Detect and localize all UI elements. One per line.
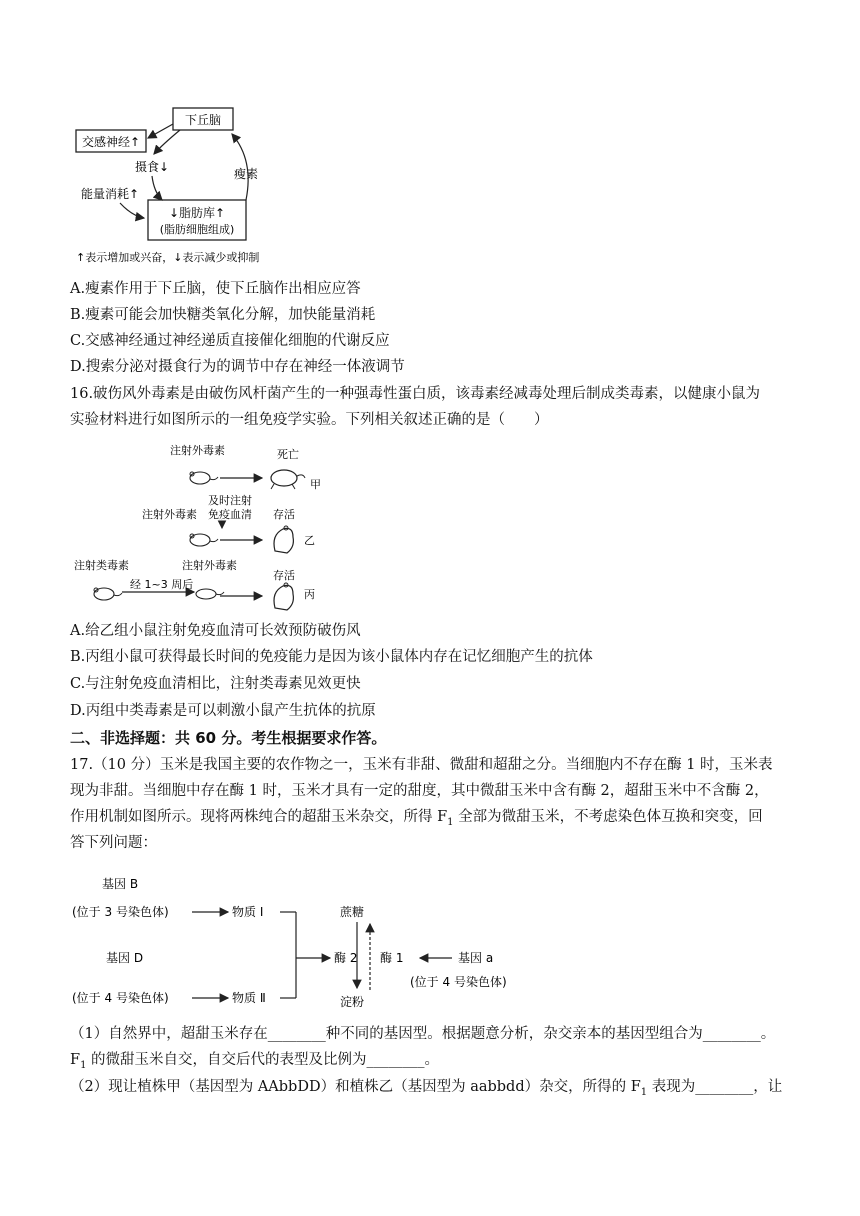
substance2-label: 物质 Ⅱ <box>232 991 266 1005</box>
q17-stem-line2: 现为非甜。当细胞中存在酶 1 时，玉米才具有一定的甜度，其中微甜玉米中含有酶 2，超甜玉米中不含酶 2， <box>70 783 769 799</box>
inject-exotoxin-label-b: 注射外毒素 <box>142 508 197 521</box>
chrom4-label: (位于 4 号染色体) <box>72 991 169 1005</box>
dead-label: 死亡 <box>277 448 299 461</box>
intake-label: 摄食↓ <box>134 160 170 174</box>
enzyme-mechanism-diagram <box>70 866 540 1016</box>
q15-option-c: C.交感神经通过神经递质直接催化细胞的代谢反应 <box>70 333 390 349</box>
enzyme2-label: 酶 2 <box>334 951 358 965</box>
enzyme1-label: 酶 1 <box>380 951 404 965</box>
q17-2-line1: （2）现让植株甲（基因型为 AAbbDD）和植株乙（基因型为 aabbdd）杂交，所得的 $F_1$ 表现为________，让 <box>70 1079 783 1098</box>
q17-stem-line4: 答下列问题： <box>70 835 157 851</box>
fat-depot-label: ↓脂肪库↑ <box>168 206 226 220</box>
q16-stem-line1: 16.破伤风外毒素是由破伤风杆菌产生的一种强毒性蛋白质，该毒素经减毒处理后制成类毒素，以健康小鼠为 <box>70 386 761 402</box>
group-b-label: 乙 <box>304 534 315 547</box>
inject-toxoid-label: 注射类毒素 <box>74 559 129 572</box>
timely-injection-label: 及时注射 <box>208 494 252 507</box>
section-heading: 二、非选择题：共 60 分。考生根据要求作答。 <box>70 729 387 747</box>
group-c-label: 丙 <box>304 588 315 601</box>
mouse-icon <box>190 534 218 546</box>
dead-mouse-icon <box>271 470 305 489</box>
alive-mouse-icon <box>274 526 293 553</box>
q17-1-line2: $F_1$ 的微甜玉米自交，自交后代的表型及比例为________。 <box>70 1052 440 1071</box>
inject-exotoxin-label-c: 注射外毒素 <box>182 559 237 572</box>
q16-option-b: B.丙组小鼠可获得最长时间的免疫能力是因为该小鼠体内存在记忆细胞产生的抗体 <box>70 649 593 665</box>
mouse-icon <box>94 588 122 600</box>
chrom3-label: (位于 3 号染色体) <box>72 905 169 919</box>
chrom4-b-label: (位于 4 号染色体) <box>410 975 507 989</box>
diagram-legend: ↑表示增加或兴奋，↓表示减少或抑制 <box>76 251 260 264</box>
starch-label: 淀粉 <box>340 995 365 1009</box>
gene-d-label: 基因 D <box>106 951 144 965</box>
q16-option-d: D.丙组中类毒素是可以刺激小鼠产生抗体的抗原 <box>70 703 376 719</box>
leptin-label: 瘦素 <box>233 167 259 181</box>
immunity-experiment-diagram <box>70 436 340 616</box>
inject-exotoxin-label-a: 注射外毒素 <box>170 444 225 457</box>
group-a-label: 甲 <box>310 478 321 491</box>
q17-stem-line1: 17.（10 分）玉米是我国主要的农作物之一，玉米有非甜、微甜和超甜之分。当细胞内不存在酶 1 时，玉米表 <box>70 757 773 773</box>
immune-serum-label: 免疫血清 <box>208 508 252 521</box>
sucrose-label: 蔗糖 <box>340 905 365 919</box>
fat-depot-sub: (脂肪细胞组成) <box>159 223 235 236</box>
survive-label-b: 存活 <box>273 508 295 521</box>
substance1-label: 物质 Ⅰ <box>232 905 264 919</box>
gene-b-label: 基因 B <box>102 877 139 891</box>
hypothalamus-label: 下丘脑 <box>184 113 222 127</box>
q17-stem-line3: 作用机制如图所示。现将两株纯合的超甜玉米杂交，所得 $F_1$ 全部为微甜玉米，不考虑染色体互换和突变，回 <box>70 809 763 828</box>
mouse-icon <box>196 589 224 599</box>
q17-1-line1: （1）自然界中，超甜玉米存在________种不同的基因型。根据题意分析，杂交亲本的基因型组合为________。 <box>70 1026 776 1042</box>
q15-option-b: B.瘦素可能会加快糖类氧化分解，加快能量消耗 <box>70 307 376 323</box>
q15-option-a: A.瘦素作用于下丘脑，使下丘脑作出相应应答 <box>70 281 361 297</box>
q15-option-d: D.搜索分泌对摄食行为的调节中存在神经一体液调节 <box>70 359 405 375</box>
mouse-icon <box>190 472 218 484</box>
q16-stem-line2: 实验材料进行如图所示的一组免疫学实验。下列相关叙述正确的是（ ） <box>70 412 549 428</box>
survive-label-c: 存活 <box>273 569 295 582</box>
q16-option-a: A.给乙组小鼠注射免疫血清可长效预防破伤风 <box>70 623 361 639</box>
energy-label: 能量消耗↑ <box>80 187 140 201</box>
q16-option-c: C.与注射免疫血清相比，注射类毒素见效更快 <box>70 676 361 692</box>
gene-a-label: 基因 a <box>458 951 494 965</box>
sympathetic-label: 交感神经↑ <box>81 135 141 149</box>
leptin-diagram <box>70 100 300 270</box>
alive-mouse-icon <box>274 583 293 610</box>
after-weeks-label: 经 1~3 周后 <box>130 578 194 591</box>
